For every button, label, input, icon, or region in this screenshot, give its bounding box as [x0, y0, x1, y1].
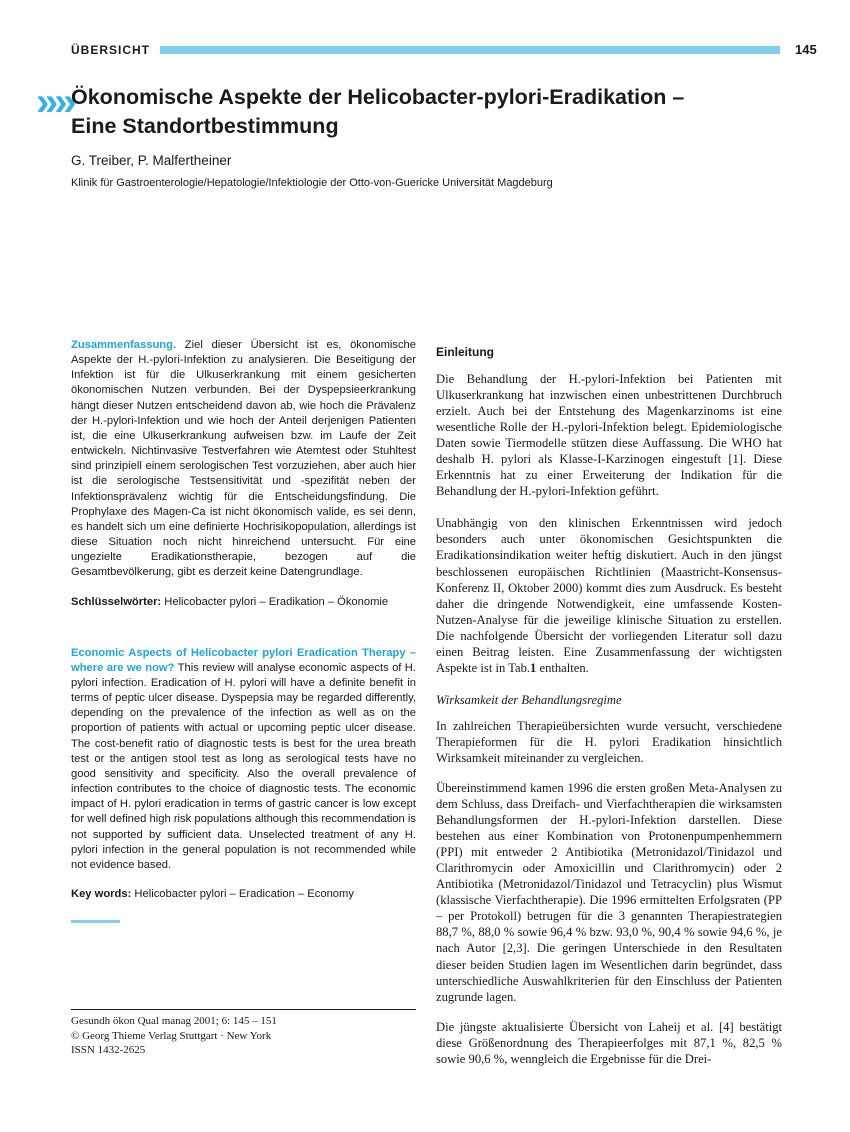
summary-english [71, 646, 416, 873]
paragraph-2 [436, 515, 782, 675]
footer-journal: Gesundh ökon Qual manag 2001; 6: 145 – 151 [71, 1015, 277, 1027]
keywords-german [71, 595, 416, 610]
paragraph-2-end: enthalten. [536, 660, 589, 675]
page-number: 145 [795, 42, 817, 57]
summary-german-heading: Zusammenfassung. [71, 339, 177, 351]
paragraph-2-text: Unabhängig von den klinischen Erkenntnissen wird jedoch besonders auch unter ökonomischen Gesichtspunkten die Eradikationsindikation weiter heftig diskutiert. Auch in den jüngst beschlossenen europäischen Richtlinien (Maastricht-Konsensus-Konferenz II, Oktober 2000) kommt dies zum Ausdruck. Es besteht daher die dringende Notwendigkeit, eine umfassende Kosten-Nutzen-Analyse für die jeweilige klinische Situation zu erstellen. Die nachfolgende Übersicht der vorliegenden Literatur soll dazu einen Beitrag leisten. Eine Zusammenfassung der wichtigsten Aspekte ist in Tab. [436, 516, 782, 675]
table-reference: 1 [530, 660, 537, 675]
authors: G. Treiber, P. Malfertheiner [71, 153, 232, 168]
header-label: ÜBERSICHT [71, 43, 151, 57]
section-heading-wirksamkeit: Wirksamkeit der Behandlungsregime [436, 692, 622, 707]
footer-issn: ISSN 1432-2625 [71, 1044, 146, 1056]
summary-english-text: This review will analyse economic aspects of H. pylori infection. Eradication of H. pylori will have a definite benefit in terms of peptic ulcer disease. Dyspepsia may be regarded differently, depending on the prevalence of the infection as well as on the proportion of patients with actual or upcoming peptic ulcer disease. The cost-benefit ratio of diagnostic tests is best for the urea breath test or the antigen stool test as long as serological tests have no good sensitivity and specificity. Also the overall prevalence of infection contributes to the choice of diagnostic tests. The economic impact of H. pylori eradication in terms of gastric cancer is low except for well defined high risk populations although this recommendation is not supported by sufficient data. Unselected treatment of any H. pylori infection in the general population is not recommended while not evidence based. [71, 661, 416, 871]
keywords-german-text: Helicobacter pylori – Eradikation – Ökonomie [164, 595, 389, 608]
article-title [71, 83, 771, 141]
keywords-english-label: Key words: [71, 888, 132, 900]
paragraph-5: Die jüngste aktualisierte Übersicht von Laheij et al. [4] bestätigt diese Größenordnung des Therapieerfolges mit 87,1 %, 82,5 % sowie 90,6 %, wenngleich die Ergebnisse für die Drei- [436, 1019, 782, 1066]
header-accent-bar [160, 46, 780, 54]
keywords-german-label: Schlüsselwörter: [71, 595, 162, 608]
citation-footer [71, 1014, 277, 1058]
summary-german-text: Ziel dieser Übersicht ist es, ökonomische Aspekte der H.-pylori-Infektion zu analysieren. Die Beseitigung der Infektion ist für die Ulkuserkrankung mit einem gesicherten ökonomischen Nutzen verbunden. Bei der Dyspepsieerkrankung hängt dieser Nutzen entscheidend davon ab, wie hoch die Prävalenz der H.-pylori-Infektion und wie hoch der Anteil derjenigen Patienten ist, die eine Ulkuserkrankung aufweisen bzw. im Laufe der Zeit entwickeln. Nichtinvasive Testverfahren wie Atemtest oder Stuhltest sind prinzipiell einem serologischen Test vorzuziehen, aber auch hier ist die serologische Testsensitivität und -spezifität neben der Infektionsprävalenz wichtig für die Entscheidungsfindung. Die Prophylaxe des Magen-Ca ist nicht ökonomisch valide, es sei denn, es handelt sich um eine definierte Hochrisikopopulation, allerdings ist diese Situation noch nicht hinreichend untersucht. Für eine ungezielte Eradikationstherapie, bezogen auf die Gesamtbevölkerung, gibt es derzeit keine Datengrundlage. [71, 339, 417, 579]
title-line-2: Eine Standortbestimmung [71, 114, 339, 138]
paragraph-4: Übereinstimmend kamen 1996 die ersten großen Meta-Analysen zu dem Schluss, dass Dreifach- und Vierfachtherapien die wirksamsten Behandlungsformen der H.-pylori-Infektion darstellen. Diese bestehen aus einer Kombination von Protonenpumpenhemmern (PPI) mit entweder 2 Antibiotika (Metronidazol/Tinidazol und Clarithromycin oder Amoxicillin und Clarithromycin) oder 2 Antibiotika (Metronidazol/Tinidazol und Tetracyclin) plus Wismut (klassische Vierfachtherapie). Die 1996 ermittelten Erfolgsraten (PP – per Protokoll) betrugen für die 3 genannten Therapiestrategien 88,7 %, 88,0 % sowie 96,4 % bzw. 93,0 %, 90,4 % sowie 94,6 %, je nach Autor [2,3]. Die geringen Unterschiede in den Resultaten dieser beiden Studien lagen im Wesentlichen darin begründet, dass unterschiedliche Auswahlkriterien für den Einschluss der Patienten zugrunde lagen. [436, 780, 782, 1004]
footer-copyright: © Georg Thieme Verlag Stuttgart · New York [71, 1029, 272, 1042]
right-column [436, 343, 782, 1067]
section-heading-einleitung: Einleitung [436, 345, 494, 359]
keywords-english-text: Helicobacter pylori – Eradication – Economy [134, 888, 354, 900]
summary-english-heading: Economic Aspects of Helicobacter pylori Eradication Therapy – where are we now? [71, 646, 416, 674]
summary-german [71, 338, 416, 581]
left-column [71, 338, 416, 923]
accent-rule [71, 920, 120, 923]
quote-mark-icon: »» [36, 80, 73, 124]
keywords-english [71, 887, 416, 902]
paragraph-3: In zahlreichen Therapieübersichten wurde versucht, verschiedene Therapieformen für die H. pylori Eradikation hinsichtlich Wirksamkeit miteinander zu vergleichen. [436, 718, 782, 765]
affiliation: Klinik für Gastroenterologie/Hepatologie/Infektiologie der Otto-von-Guericke Universität Magdeburg [71, 177, 553, 189]
footer-rule [71, 1009, 416, 1010]
title-line-1: Ökonomische Aspekte der Helicobacter-pylori-Eradikation – [71, 85, 685, 109]
paragraph-1: Die Behandlung der H.-pylori-Infektion bei Patienten mit Ulkuserkrankung hat inzwischen einen unbestrittenen Durchbruch erzielt. Auch bei der Entstehung des Magenkarzinoms ist eine wesentliche Rolle der H.-pylori-Infektion belegt. Epidemiologische Daten sowie Tiermodelle stützen diese Auffassung. Die WHO hat deshalb H. pylori als Klasse-I-Karzinogen eingestuft [1]. Diese Erkenntnis hat zu einer Erweiterung der Indikation für die Behandlung der H.-pylori-Infektion geführt. [436, 372, 782, 499]
